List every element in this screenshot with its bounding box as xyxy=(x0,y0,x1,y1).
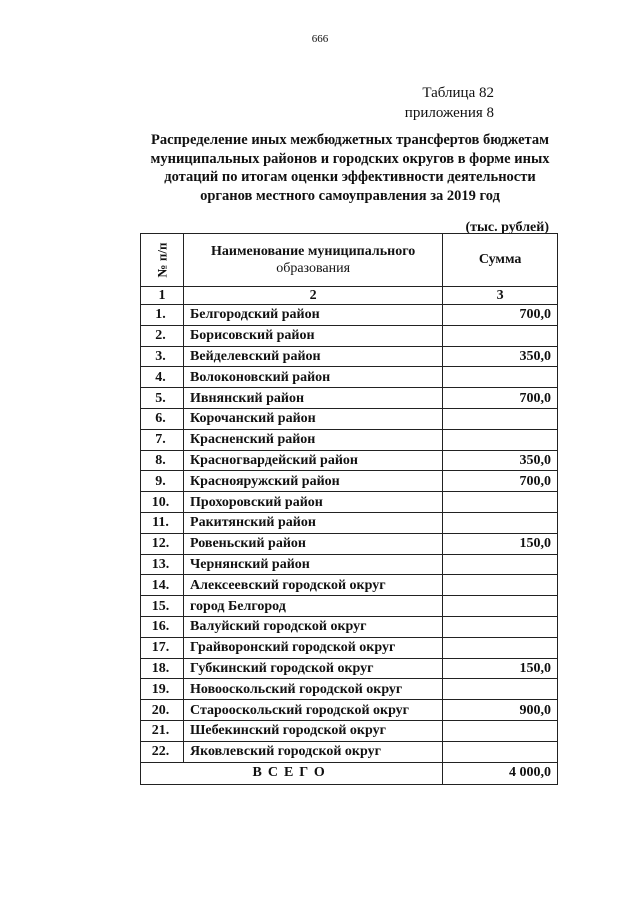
row-sum xyxy=(443,616,558,637)
row-number: 2. xyxy=(141,325,184,346)
table-row xyxy=(141,408,558,429)
row-name: Краснояружский район xyxy=(184,471,443,492)
row-sum: 700,0 xyxy=(443,305,558,326)
row-name: Волоконовский район xyxy=(184,367,443,388)
row-name: Новооскольский городской округ xyxy=(184,679,443,700)
table-row xyxy=(141,700,558,721)
column-index-1: 1 xyxy=(141,287,184,305)
table-header-row xyxy=(141,234,558,287)
row-name: Корочанский район xyxy=(184,408,443,429)
table-row xyxy=(141,346,558,367)
row-number: 3. xyxy=(141,346,184,367)
row-number: 11. xyxy=(141,512,184,533)
row-name: Вейделевский район xyxy=(184,346,443,367)
row-name: Ивнянский район xyxy=(184,388,443,409)
table-row xyxy=(141,305,558,326)
row-number: 18. xyxy=(141,658,184,679)
row-sum xyxy=(443,575,558,596)
row-name: город Белгород xyxy=(184,596,443,617)
column-index-2: 2 xyxy=(184,287,443,305)
row-sum xyxy=(443,720,558,741)
table-row xyxy=(141,450,558,471)
row-sum xyxy=(443,637,558,658)
column-index-3: 3 xyxy=(443,287,558,305)
distribution-table xyxy=(140,233,558,785)
table-row xyxy=(141,616,558,637)
row-sum: 150,0 xyxy=(443,533,558,554)
title-line-1: Распределение иных межбюджетных трансфертов бюджетам xyxy=(151,132,549,148)
row-number: 9. xyxy=(141,471,184,492)
header-num-label: № п/п xyxy=(154,242,170,277)
row-number: 10. xyxy=(141,492,184,513)
row-number: 16. xyxy=(141,616,184,637)
total-label: ВСЕГО xyxy=(141,762,443,784)
row-name: Прохоровский район xyxy=(184,492,443,513)
row-sum xyxy=(443,408,558,429)
column-index-row xyxy=(141,287,558,305)
table-row xyxy=(141,637,558,658)
row-sum xyxy=(443,429,558,450)
row-name: Чернянский район xyxy=(184,554,443,575)
header-sum: Сумма xyxy=(443,234,558,287)
table-row xyxy=(141,575,558,596)
row-name: Губкинский городской округ xyxy=(184,658,443,679)
title-line-3: дотаций по итогам оценки эффективности деятельности xyxy=(164,169,536,185)
row-number: 4. xyxy=(141,367,184,388)
document-title xyxy=(120,131,580,205)
title-line-4: органов местного самоуправления за 2019 год xyxy=(200,187,500,204)
row-number: 1. xyxy=(141,305,184,326)
row-name: Старооскольский городской округ xyxy=(184,700,443,721)
row-name: Красненский район xyxy=(184,429,443,450)
row-number: 19. xyxy=(141,679,184,700)
table-row xyxy=(141,429,558,450)
row-number: 14. xyxy=(141,575,184,596)
row-sum: 350,0 xyxy=(443,450,558,471)
table-row xyxy=(141,492,558,513)
row-sum: 700,0 xyxy=(443,471,558,492)
row-name: Шебекинский городской округ xyxy=(184,720,443,741)
row-sum: 900,0 xyxy=(443,700,558,721)
total-sum: 4 000,0 xyxy=(443,762,558,784)
table-row xyxy=(141,533,558,554)
table-row xyxy=(141,367,558,388)
row-sum xyxy=(443,325,558,346)
table-row xyxy=(141,679,558,700)
page-number: 666 xyxy=(311,33,329,45)
row-number: 5. xyxy=(141,388,184,409)
title-line-2: муниципальных районов и городских округов в форме иных xyxy=(150,150,550,167)
table-row xyxy=(141,554,558,575)
caption-line-1: Таблица 82 xyxy=(422,85,494,101)
table-row xyxy=(141,658,558,679)
row-sum xyxy=(443,679,558,700)
row-sum xyxy=(443,596,558,617)
table-row xyxy=(141,325,558,346)
row-number: 20. xyxy=(141,700,184,721)
table-row xyxy=(141,512,558,533)
table-caption xyxy=(405,83,494,123)
row-name: Красногвардейский район xyxy=(184,450,443,471)
caption-line-2: приложения 8 xyxy=(404,105,494,121)
header-num xyxy=(141,234,184,287)
row-name: Ровеньский район xyxy=(184,533,443,554)
row-sum: 150,0 xyxy=(443,658,558,679)
table-row xyxy=(141,471,558,492)
header-name xyxy=(184,234,443,287)
units-label: (тыс. рублей) xyxy=(465,220,549,235)
row-sum xyxy=(443,554,558,575)
row-number: 13. xyxy=(141,554,184,575)
row-name: Белгородский район xyxy=(184,305,443,326)
row-name: Грайворонский городской округ xyxy=(184,637,443,658)
row-number: 17. xyxy=(141,637,184,658)
row-number: 12. xyxy=(141,533,184,554)
row-sum: 700,0 xyxy=(443,388,558,409)
row-name: Борисовский район xyxy=(184,325,443,346)
row-number: 6. xyxy=(141,408,184,429)
row-number: 15. xyxy=(141,596,184,617)
row-name: Алексеевский городской округ xyxy=(184,575,443,596)
table-row xyxy=(141,720,558,741)
row-sum xyxy=(443,741,558,762)
row-sum xyxy=(443,512,558,533)
row-number: 21. xyxy=(141,720,184,741)
table-row xyxy=(141,741,558,762)
row-name: Яковлевский городской округ xyxy=(184,741,443,762)
row-number: 22. xyxy=(141,741,184,762)
row-name: Валуйский городской округ xyxy=(184,616,443,637)
table-body xyxy=(141,305,558,763)
row-sum: 350,0 xyxy=(443,346,558,367)
table-row xyxy=(141,388,558,409)
header-name-line-2: образования xyxy=(276,261,351,276)
table-row xyxy=(141,596,558,617)
row-number: 8. xyxy=(141,450,184,471)
total-row xyxy=(141,762,558,784)
row-sum xyxy=(443,367,558,388)
row-sum xyxy=(443,492,558,513)
header-name-line-1: Наименование муниципального xyxy=(211,244,416,259)
row-name: Ракитянский район xyxy=(184,512,443,533)
row-number: 7. xyxy=(141,429,184,450)
